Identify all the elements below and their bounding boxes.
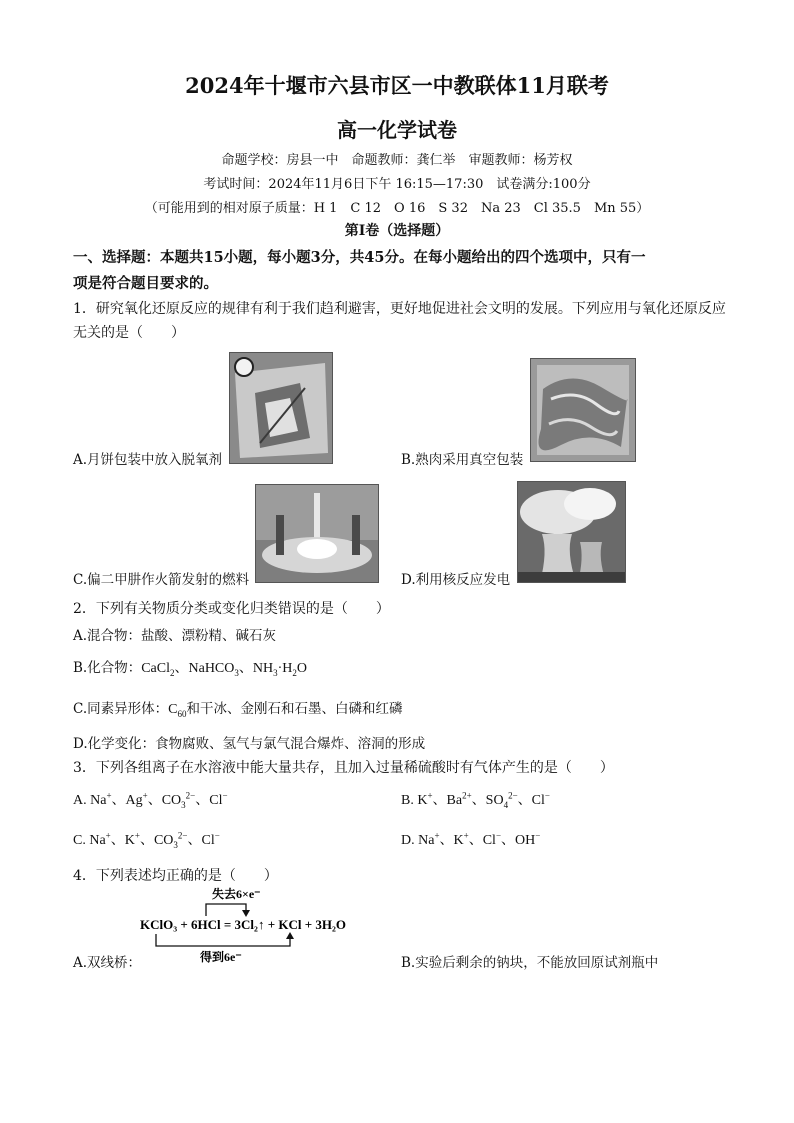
eq-bottom-label: 得到6e⁻ [200, 950, 242, 964]
q2-option-a: A.混合物：盐酸、漂粉精、碱石灰 [73, 628, 277, 644]
q2-option-d: D.化学变化：食物腐败、氢气与氯气混合爆炸、溶洞的形成 [73, 736, 426, 752]
q4-option-a-label: A.双线桥： [73, 955, 142, 971]
q1-stem-line1: 1．研究氧化还原反应的规律有利于我们趋利避害，更好地促进社会文明的发展。下列应用与氧化还原反应 [73, 301, 726, 317]
q1-option-c-image [255, 484, 379, 583]
q3-stem: 3．下列各组离子在水溶液中能大量共存，且加入过量稀硫酸时有气体产生的是（ ） [73, 760, 614, 776]
q1-option-b: B.熟肉采用真空包装 [401, 452, 524, 468]
eq-top-label: 失去6×e⁻ [212, 887, 261, 901]
atomic-mass-line: （可能用到的相对原子质量：H 1 C 12 O 16 S 32 Na 23 Cl 35.5 Mn 55） [144, 201, 650, 216]
q3-option-c: C. Na+、K+、$CO_3^{2-}$、Cl− [73, 830, 220, 850]
section-instruction-line1: 一、选择题：本题共15小题，每小题3分，共45分。在每小题给出的四个选项中，只有一 [73, 249, 646, 266]
q4-option-b: B.实验后剩余的钠块，不能放回原试剂瓶中 [401, 955, 659, 971]
q2-stem: 2．下列有关物质分类或变化归类错误的是（ ） [73, 601, 390, 617]
q1-option-a-image [229, 352, 333, 464]
exam-time-line: 考试时间：2024年11月6日下午 16:15—17:30 试卷满分:100分 [203, 177, 591, 192]
q2-option-b-formulas: CaCl$_2$、NaHCO$_3$、$NH_3\cdot H_2O$ [141, 661, 308, 678]
q4-stem: 4．下列表述均正确的是（ ） [73, 868, 278, 884]
author-line: 命题学校：房县一中 命题教师：龚仁举 审题教师：杨芳权 [221, 153, 573, 168]
q2-option-c-label: C.同素异形体： [73, 701, 169, 717]
q3-option-d: D. Na+、K+、Cl−、OH− [401, 830, 541, 848]
q2-option-c-formula: $C_{60}$ [168, 702, 187, 719]
eq-main: KClO₃ + 6HCl = 3Cl₂↑ + KCl + 3H₂O [140, 917, 346, 932]
q1-option-c: C.偏二甲肼作火箭发射的燃料 [73, 572, 250, 588]
q1-option-d-image [517, 481, 626, 583]
q2-option-b [73, 656, 307, 678]
exam-subtitle: 高一化学试卷 [337, 118, 457, 142]
q1-option-a: A.月饼包装中放入脱氧剂 [73, 452, 223, 468]
q1-stem-line2: 无关的是（ ） [73, 325, 185, 341]
q1-option-b-image [530, 358, 636, 462]
q1-option-d: D.利用核反应发电 [401, 572, 511, 588]
q2-option-b-label: B.化合物： [73, 660, 142, 676]
q2-option-c-rest: 和干冰、金刚石和石墨、白磷和红磷 [186, 701, 403, 717]
exam-title: 2024年十堰市六县市区一中教联体11月联考 [185, 73, 609, 98]
q3-option-a: A. Na+、Ag+、$CO_3^{2-}$、Cl− [73, 790, 228, 810]
section-title: 第Ⅰ卷（选择题） [344, 223, 450, 239]
q2-option-c [73, 697, 402, 719]
section-instruction-line2: 项是符合题目要求的。 [73, 275, 218, 292]
double-bridge-equation [140, 884, 350, 964]
q3-option-b: B. K+、$Ba^{2+}$、$SO_4^{2-}$、Cl− [401, 790, 550, 810]
